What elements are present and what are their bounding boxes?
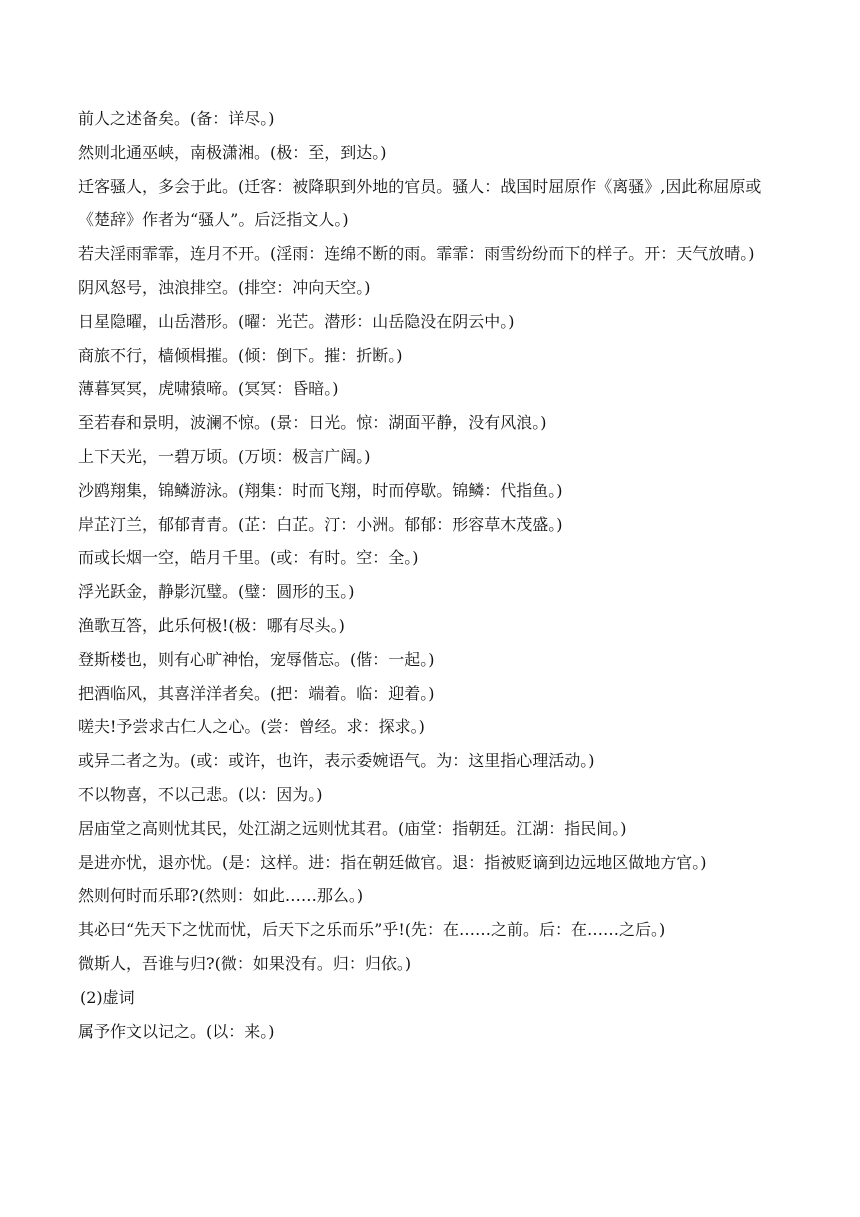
text-line: 然则何时而乐耶?(然则：如此……那么。) [78, 886, 364, 906]
text-line: 不以物喜，不以己悲。(以：因为。) [78, 784, 323, 804]
text-line: 然则北通巫峡，南极潇湘。(极：至，到达。) [78, 142, 387, 162]
section-heading: (2)虚词 [80, 987, 135, 1007]
text-line: 薄暮冥冥，虎啸猿啼。(冥冥：昏暗。) [78, 379, 339, 399]
text-line: 至若春和景明，波澜不惊。(景：日光。惊：湖面平静，没有风浪。) [78, 413, 547, 433]
text-line: 阴风怒号，浊浪排空。(排空：冲向天空。) [78, 277, 371, 297]
text-line: 是进亦忧，退亦忧。(是：这样。进：指在朝廷做官。退：指被贬谪到边远地区做地方官。) [78, 852, 707, 872]
text-line: 沙鸥翔集，锦鳞游泳。(翔集：时而飞翔，时而停歇。锦鳞：代指鱼。) [78, 480, 563, 500]
text-line: 微斯人，吾谁与归?(微：如果没有。归：归依。) [78, 953, 412, 973]
text-line: 日星隐曜，山岳潜形。(曜：光芒。潜形：山岳隐没在阴云中。) [78, 311, 515, 331]
text-line: 属予作文以记之。(以：来。) [78, 1021, 275, 1041]
text-line: 其必曰“先天下之忧而忧，后天下之乐而乐”乎!(先：在……之前。后：在……之后。) [78, 920, 666, 940]
text-line: 渔歌互答，此乐何极!(极：哪有尽头。) [78, 615, 345, 635]
document-body [78, 106, 790, 1052]
text-line: 迁客骚人，多会于此。(迁客：被降职到外地的官员。骚人：战国时屈原作《离骚》,因此称屈原或《楚辞》作者为“骚人”。后泛指文人。) [78, 176, 762, 230]
text-line: 把酒临风，其喜洋洋者矣。(把：端着。临：迎着。) [78, 683, 435, 703]
text-line: 商旅不行，樯倾楫摧。(倾：倒下。摧：折断。) [78, 345, 403, 365]
text-line: 而或长烟一空，皓月千里。(或：有时。空：全。) [78, 548, 419, 568]
text-line: 若夫淫雨霏霏，连月不开。(淫雨：连绵不断的雨。霏霏：雨雪纷纷而下的样子。开：天气放晴。) [78, 244, 755, 264]
text-line: 登斯楼也，则有心旷神怡，宠辱偕忘。(偕：一起。) [78, 649, 435, 669]
text-line: 嗟夫!予尝求古仁人之心。(尝：曾经。求：探求。) [78, 717, 425, 737]
text-line: 浮光跃金，静影沉璧。(璧：圆形的玉。) [78, 582, 355, 602]
text-line: 居庙堂之高则忧其民，处江湖之远则忧其君。(庙堂：指朝廷。江湖：指民间。) [78, 818, 627, 838]
text-line: 或异二者之为。(或：或许，也许，表示委婉语气。为：这里指心理活动。) [78, 751, 595, 771]
text-line: 前人之述备矣。(备：详尽。) [78, 109, 275, 128]
text-line: 上下天光，一碧万顷。(万顷：极言广阔。) [78, 446, 371, 466]
text-line: 岸芷汀兰，郁郁青青。(芷：白芷。汀：小洲。郁郁：形容草木茂盛。) [78, 514, 563, 534]
